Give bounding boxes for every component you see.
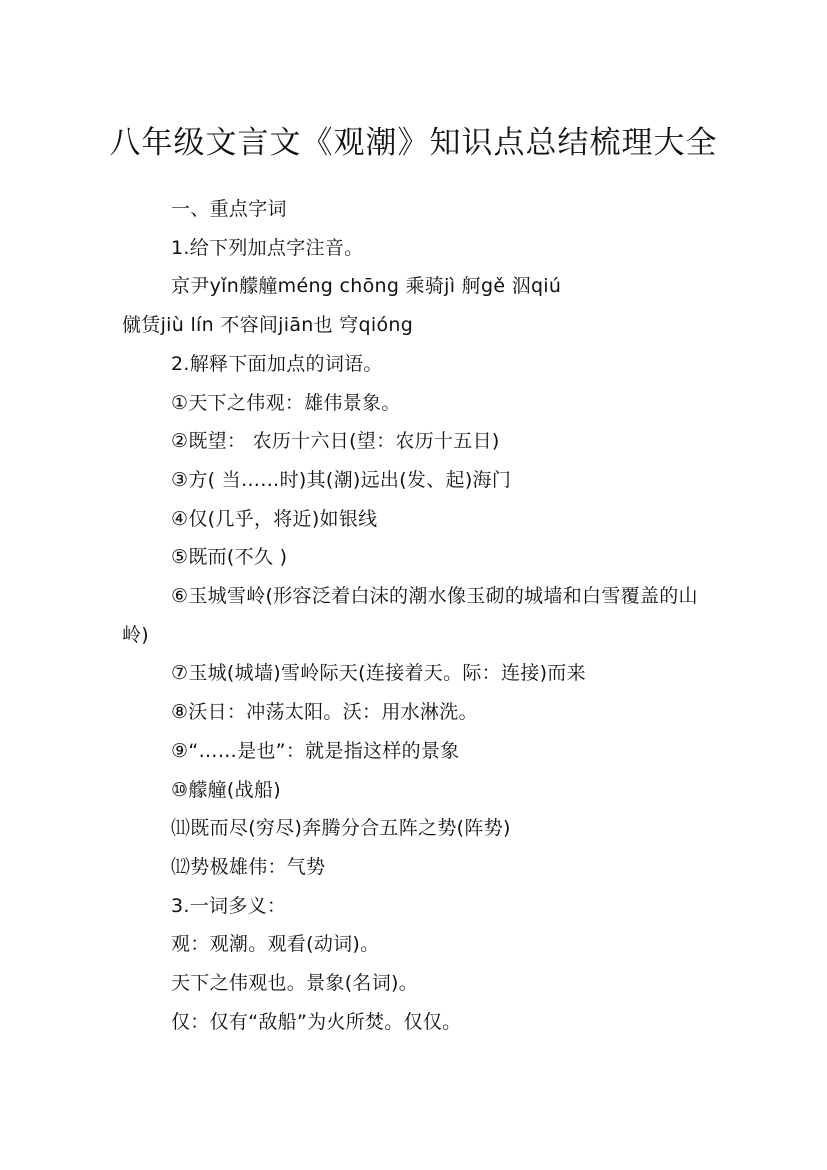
- question-3-heading: 3.一词多义：: [171, 894, 287, 917]
- definition-item-4: ④仅(几乎，将近)如银线: [171, 507, 378, 530]
- definition-item-5: ⑤既而(不久 ): [171, 546, 288, 569]
- definition-item-12: ⑿势极雄伟：气势: [171, 855, 326, 878]
- document-body: [122, 190, 712, 1041]
- section-heading-key-words: 一、重点字词: [171, 198, 287, 220]
- definition-item-7: ⑦玉城(城墙)雪岭际天(连接着天。际：连接)而来: [171, 662, 586, 685]
- document-title: 八年级文言文《观潮》知识点总结梳理大全: [109, 124, 718, 161]
- definition-item-3: ③方( 当……时)其(潮)远出(发、起)海门: [171, 468, 512, 491]
- definition-item-1: ①天下之伟观：雄伟景象。: [171, 391, 401, 414]
- pronunciation-line-2: 僦赁jiù lín 不容间jiān也 穹qióng: [122, 314, 414, 337]
- question-2-heading: 2.解释下面加点的词语。: [171, 352, 383, 375]
- definition-item-11: ⑾既而尽(穷尽)奔腾分合五阵之势(阵势): [171, 817, 511, 840]
- definition-item-10: ⑩艨艟(战船): [171, 778, 281, 801]
- definition-item-6: ⑥玉城雪岭(形容泛着白沫的潮水像玉砌的城墙和白雪覆盖的山岭): [122, 585, 698, 646]
- question-1-heading: 1.给下列加点字注音。: [171, 236, 364, 259]
- definition-item-9: ⑨“……是也”：就是指这样的景象: [171, 739, 460, 762]
- polysemy-guan-1: 观：观潮。观看(动词)。: [171, 933, 380, 956]
- polysemy-guan-2: 天下之伟观也。景象(名词)。: [171, 972, 419, 995]
- definition-item-2: ②既望： 农历十六日(望：农历十五日): [171, 430, 500, 453]
- pronunciation-line-1: 京尹yǐn艨艟méng chōng 乘骑jì 舸gě 泅qiú: [171, 275, 562, 298]
- definition-item-8: ⑧沃日：冲荡太阳。沃：用水淋洗。: [171, 701, 478, 724]
- polysemy-jin-1: 仅：仅有“敌船”为火所焚。仅仅。: [171, 1010, 462, 1033]
